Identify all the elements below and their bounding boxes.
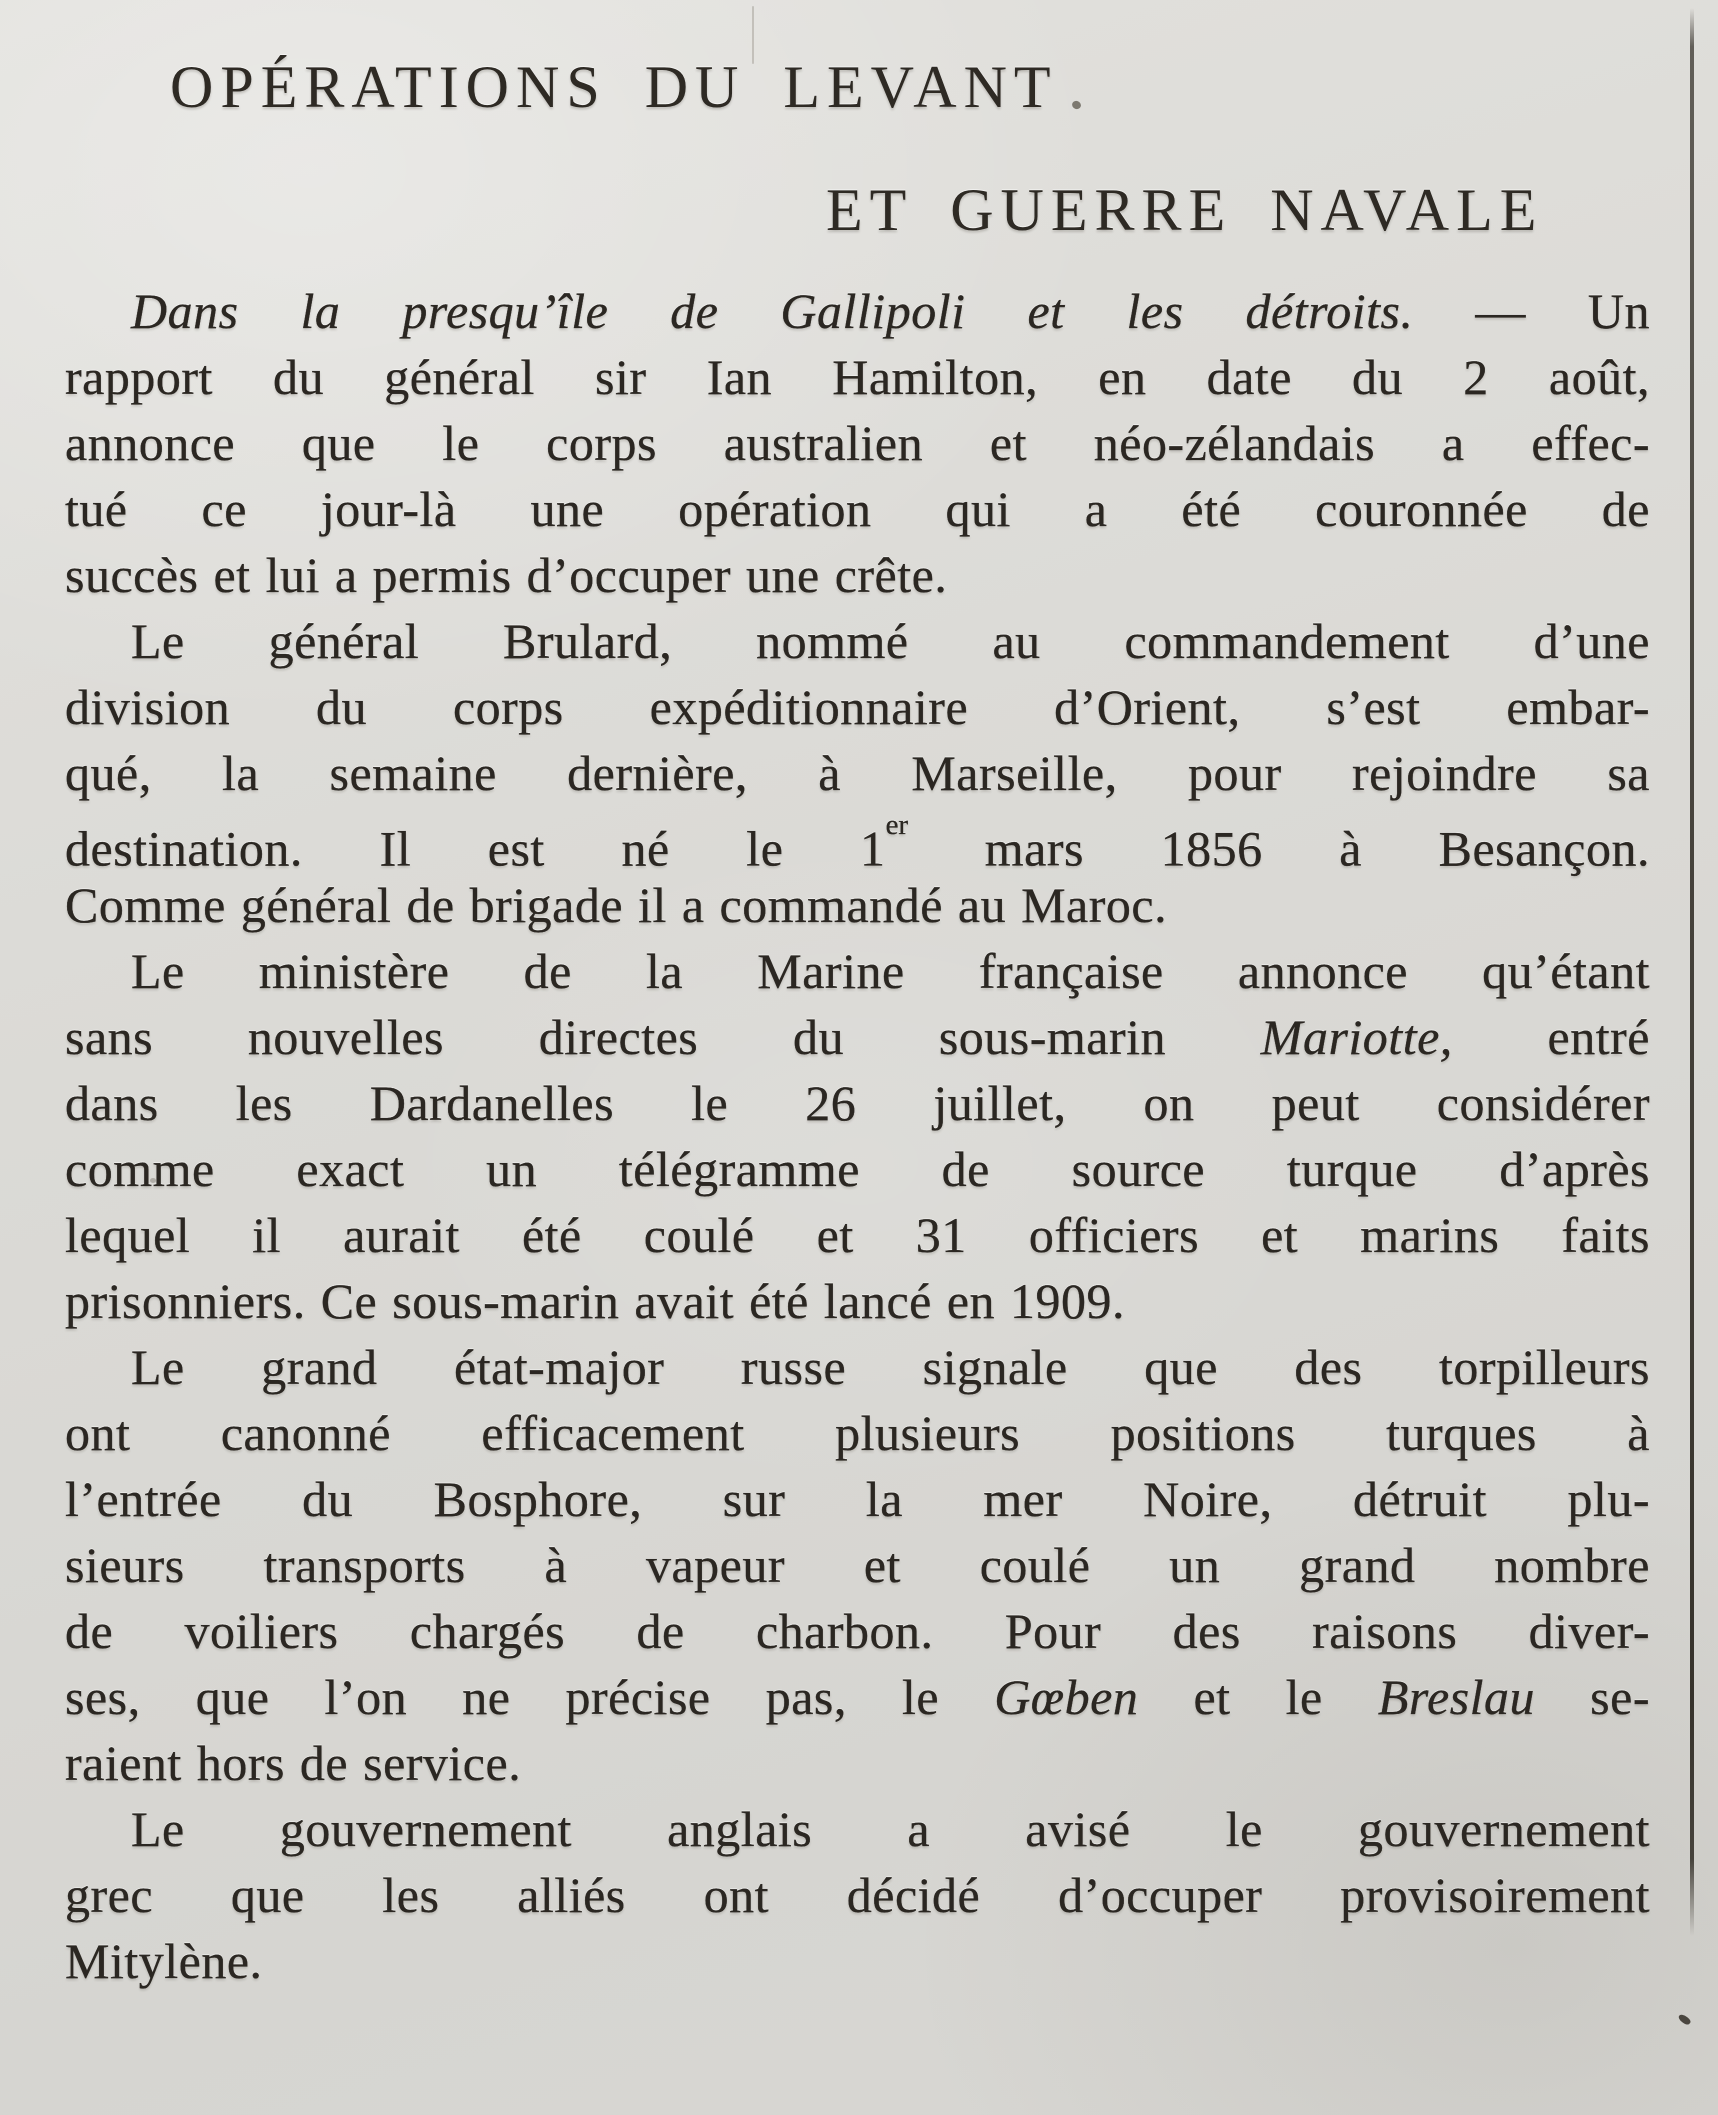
text-segment: l’entrée du Bosphore, sur la mer Noire, détruit plu- bbox=[65, 1471, 1650, 1527]
text-line bbox=[65, 806, 1650, 877]
text-segment: succès et lui a permis d’occuper une crête. bbox=[65, 547, 948, 603]
text-segment: annonce que le corps australien et néo-zélandais a effec- bbox=[65, 415, 1650, 471]
text-segment: Le grand état-major russe signale que des torpilleurs bbox=[131, 1339, 1650, 1395]
ink-speck bbox=[1071, 99, 1083, 110]
ordinal-superscript: er bbox=[885, 809, 909, 842]
text-line bbox=[65, 344, 1650, 410]
text-segment: Le gouvernement anglais a avisé le gouvernement bbox=[131, 1801, 1650, 1857]
text-line bbox=[65, 476, 1650, 542]
ink-speck bbox=[1677, 2013, 1692, 2027]
text-line bbox=[65, 278, 1650, 344]
scratch-mark bbox=[752, 6, 754, 64]
italic-text-segment: Dans la presqu’île de Gallipoli et les détroits. bbox=[131, 283, 1414, 339]
text-segment: ont canonné efficacement plusieurs positions turques à bbox=[65, 1405, 1650, 1461]
text-body bbox=[65, 278, 1650, 1994]
italic-text-segment: Gœben bbox=[994, 1669, 1139, 1725]
text-segment: Comme général de brigade il a commandé au Maroc. bbox=[65, 877, 1168, 933]
paragraph bbox=[65, 278, 1650, 608]
text-line bbox=[65, 1070, 1650, 1136]
paragraph bbox=[65, 1334, 1650, 1796]
italic-text-segment: Mariotte, bbox=[1260, 1009, 1453, 1065]
text-segment: comme exact un télégramme de source turque d’après bbox=[65, 1141, 1650, 1197]
text-line bbox=[65, 1928, 1650, 1994]
text-segment: Le ministère de la Marine française annonce qu’étant bbox=[131, 943, 1650, 999]
text-segment: raient hors de service. bbox=[65, 1735, 522, 1791]
headline-line-1: OPÉRATIONS DU LEVANT bbox=[170, 54, 1058, 120]
text-line bbox=[65, 608, 1650, 674]
text-line bbox=[65, 1862, 1650, 1928]
paragraph bbox=[65, 608, 1650, 938]
text-segment: tué ce jour-là une opération qui a été couronnée de bbox=[65, 481, 1650, 537]
text-line bbox=[65, 1796, 1650, 1862]
text-segment: destination. Il est né le 1 bbox=[65, 820, 886, 877]
text-line bbox=[65, 1202, 1650, 1268]
text-line bbox=[65, 1268, 1650, 1334]
text-segment: se- bbox=[1535, 1669, 1650, 1725]
text-segment: prisonniers. Ce sous-marin avait été lancé en 1909. bbox=[65, 1273, 1126, 1329]
text-line bbox=[65, 1334, 1650, 1400]
text-segment: ses, que l’on ne précise pas, le bbox=[65, 1669, 995, 1725]
text-line bbox=[65, 938, 1650, 1004]
headline-line-2: ET GUERRE NAVALE bbox=[826, 177, 1544, 243]
text-line bbox=[65, 1730, 1650, 1796]
text-line bbox=[65, 1664, 1650, 1730]
text-segment: — Un bbox=[1413, 283, 1651, 339]
text-segment: et le bbox=[1138, 1669, 1378, 1725]
italic-text-segment: Breslau bbox=[1377, 1669, 1536, 1725]
text-segment: sans nouvelles directes du sous-marin bbox=[65, 1009, 1261, 1065]
text-line bbox=[65, 410, 1650, 476]
text-segment: Mitylène. bbox=[65, 1933, 263, 1989]
text-segment: mars 1856 à Besançon. bbox=[908, 820, 1650, 877]
text-line bbox=[65, 542, 1650, 608]
text-segment: Le général Brulard, nommé au commandement d’une bbox=[131, 613, 1650, 669]
text-line bbox=[65, 1136, 1650, 1202]
text-segment: de voiliers chargés de charbon. Pour des raisons diver- bbox=[65, 1603, 1650, 1659]
text-segment: sieurs transports à vapeur et coulé un grand nombre bbox=[65, 1537, 1650, 1593]
paragraph bbox=[65, 1796, 1650, 1994]
text-line bbox=[65, 1532, 1650, 1598]
column-rule-line bbox=[1690, 8, 1694, 1936]
text-line bbox=[65, 674, 1650, 740]
text-segment: grec que les alliés ont décidé d’occuper provisoirement bbox=[65, 1867, 1650, 1923]
text-line bbox=[65, 1400, 1650, 1466]
text-line bbox=[65, 1004, 1650, 1070]
text-segment: entré bbox=[1452, 1009, 1650, 1065]
text-line bbox=[65, 1598, 1650, 1664]
paragraph bbox=[65, 938, 1650, 1334]
text-segment: lequel il aurait été coulé et 31 officiers et marins faits bbox=[65, 1207, 1650, 1263]
text-line bbox=[65, 1466, 1650, 1532]
text-line bbox=[65, 740, 1650, 806]
text-segment: rapport du général sir Ian Hamilton, en date du 2 août, bbox=[65, 349, 1650, 405]
text-segment: dans les Dardanelles le 26 juillet, on peut considérer bbox=[65, 1075, 1650, 1131]
text-segment: qué, la semaine dernière, à Marseille, pour rejoindre sa bbox=[65, 745, 1650, 801]
text-line bbox=[65, 872, 1650, 938]
text-segment: division du corps expéditionnaire d’Orient, s’est embar- bbox=[65, 679, 1650, 735]
ink-speck bbox=[150, 1178, 156, 1183]
